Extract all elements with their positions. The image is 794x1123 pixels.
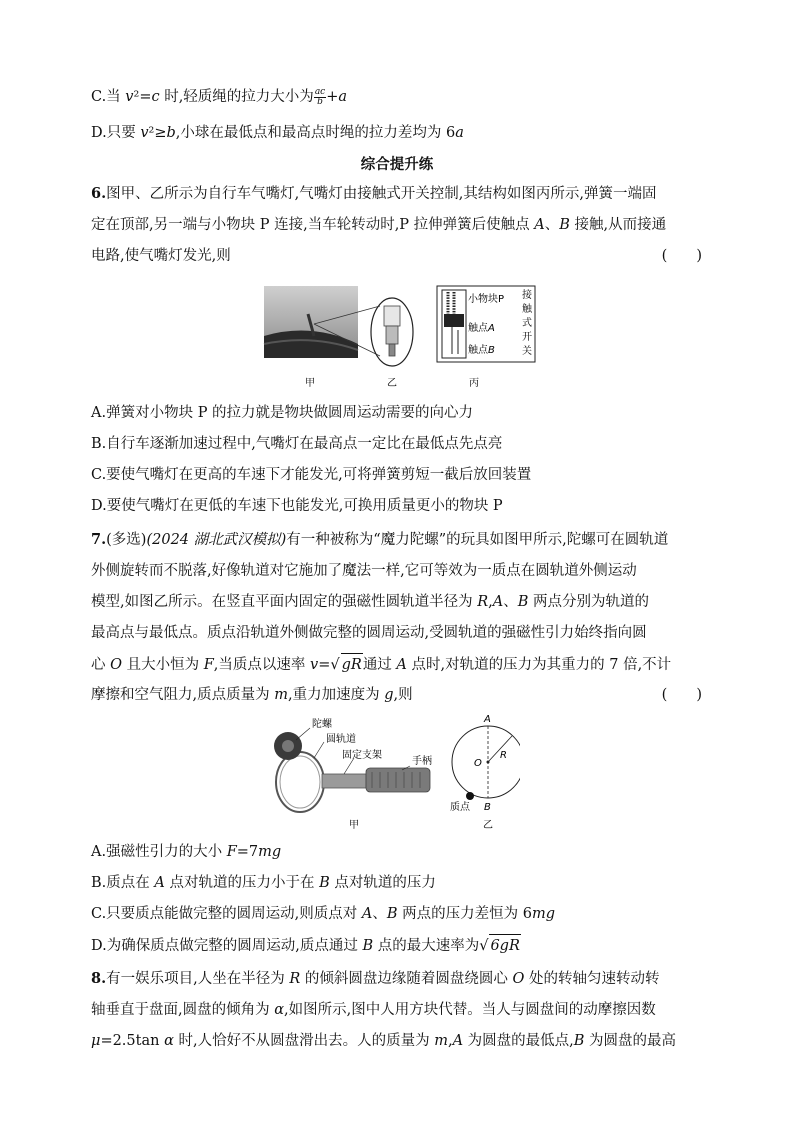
svg-text:开: 开: [522, 332, 532, 343]
particle-dot: [466, 792, 474, 800]
q7-stem-line-6: 摩擦和空气阻力,质点质量为 m,重力加速度为 g,则: [91, 687, 413, 703]
svg-text:关: 关: [522, 346, 532, 357]
label-block-p: 小物块P: [468, 294, 505, 305]
orbit-circle: [452, 726, 520, 798]
caption-bing: 丙: [469, 378, 479, 389]
q6-stem-line-2: 定在顶部,另一端与小物块 P 连接,当车轮转动时,P 拉伸弹簧后使触点 A、B 接触,从而接通: [91, 217, 667, 233]
q5-option-d: D.只要 v²≥b,小球在最低点和最高点时绳的拉力差均为 6a: [91, 125, 464, 141]
label-contact-switch: [522, 288, 533, 357]
label-particle: 质点: [450, 802, 470, 813]
q7-stem-line-3: 模型,如图乙所示。在竖直平面内固定的强磁性圆轨道半径为 R,A、B 两点分别为轨道的: [91, 594, 649, 610]
q7-answer-bracket: ( ): [661, 687, 702, 703]
q7-option-a: A.强磁性引力的大小 F=7mg: [91, 844, 282, 860]
svg-text:式: 式: [522, 318, 532, 329]
q8-stem-line-1: 8.有一娱乐项目,人坐在半径为 R 的倾斜圆盘边缘随着圆盘绕圆心 O 处的转轴匀速转动转: [91, 970, 660, 987]
q6-option-a: A.弹簧对小物块 P 的拉力就是物块做圆周运动需要的向心力: [91, 405, 474, 421]
caption-yi: 乙: [483, 820, 493, 831]
q6-answer-bracket: ( ): [661, 248, 702, 264]
fraction-ac-over-b: $\frac{ac}{b}$: [314, 86, 326, 107]
q7-stem-line-2: 外侧旋转而不脱落,好像轨道对它施加了魔法一样,它可等效为一质点在圆轨道外侧运动: [91, 563, 637, 579]
circular-track: [276, 752, 324, 812]
q6-stem-line-3: 电路,使气嘴灯发光,则: [91, 248, 231, 264]
caption-jia: 甲: [305, 378, 315, 389]
label-radius-r: R: [500, 750, 507, 761]
q6-option-b: B.自行车逐渐加速过程中,气嘴灯在最高点一定比在最低点先点亮: [91, 436, 503, 452]
label-fixed-bracket: 固定支架: [342, 750, 382, 761]
svg-text:触: 触: [522, 304, 532, 315]
q7-stem-line-5: 心 O 且大小恒为 F,当质点以速率 v=√ gR通过 A 点时,对轨道的压力为其重力的 7 倍,不计: [91, 653, 671, 676]
q7-option-c: C.只要质点能做完整的圆周运动,则质点对 A、B 两点的压力差恒为 6mg: [91, 906, 556, 922]
label-point-a: A: [484, 714, 491, 725]
label-center-o: O: [474, 758, 482, 769]
label-contact-b: 触点B: [468, 345, 495, 356]
label-point-b: B: [484, 802, 491, 813]
svg-text:接: 接: [522, 290, 532, 301]
q7-option-b: B.质点在 A 点对轨道的压力小于在 B 点对轨道的压力: [91, 875, 436, 891]
section-title: 综合提升练: [360, 156, 434, 173]
q7-stem-line-1: 7.(多选)(2024 湖北武汉模拟)有一种被称为“魔力陀螺”的玩具如图甲所示,陀螺可在圆轨道: [91, 531, 669, 548]
caption-jia: 甲: [349, 820, 359, 831]
q7-option-d: D.为确保质点做完整的圆周运动,质点通过 B 点的最大速率为√ 6gR: [91, 934, 521, 957]
label-contact-a: 触点A: [468, 323, 495, 334]
q7-figure: [262, 712, 520, 834]
label-gyro: 陀螺: [312, 719, 332, 730]
q7-stem-line-4: 最高点与最低点。质点沿轨道外侧做完整的圆周运动,受圆轨道的强磁性引力始终指向圆: [91, 625, 647, 641]
q8-stem-line-2: 轴垂直于盘面,圆盘的倾角为 α,如图所示,图中人用方块代替。当人与圆盘间的动摩擦因数: [91, 1002, 656, 1018]
label-handle: 手柄: [412, 756, 432, 767]
fixed-bracket: [322, 774, 366, 788]
label-circular-track: 圆轨道: [326, 734, 356, 745]
q6-stem-line-1: 6.图甲、乙所示为自行车气嘴灯,气嘴灯由接触式开关控制,其结构如图丙所示,弹簧一端固: [91, 185, 657, 202]
caption-yi: 乙: [387, 378, 397, 389]
q6-option-c: C.要使气嘴灯在更高的车速下才能发光,可将弹簧剪短一截后放回装置: [91, 467, 532, 483]
q8-stem-line-3: μ=2.5tan α 时,人恰好不从圆盘滑出去。人的质量为 m,A 为圆盘的最低点,B 为圆盘的最高: [91, 1033, 677, 1049]
q6-option-d: D.要使气嘴灯在更低的车速下也能发光,可换用质量更小的物块 P: [91, 498, 503, 514]
q6-figure: [262, 284, 538, 392]
q5-option-c: C.当 v²=c 时,轻质绳的拉力大小为 $\frac{ac}{b}$ +a: [91, 86, 348, 107]
